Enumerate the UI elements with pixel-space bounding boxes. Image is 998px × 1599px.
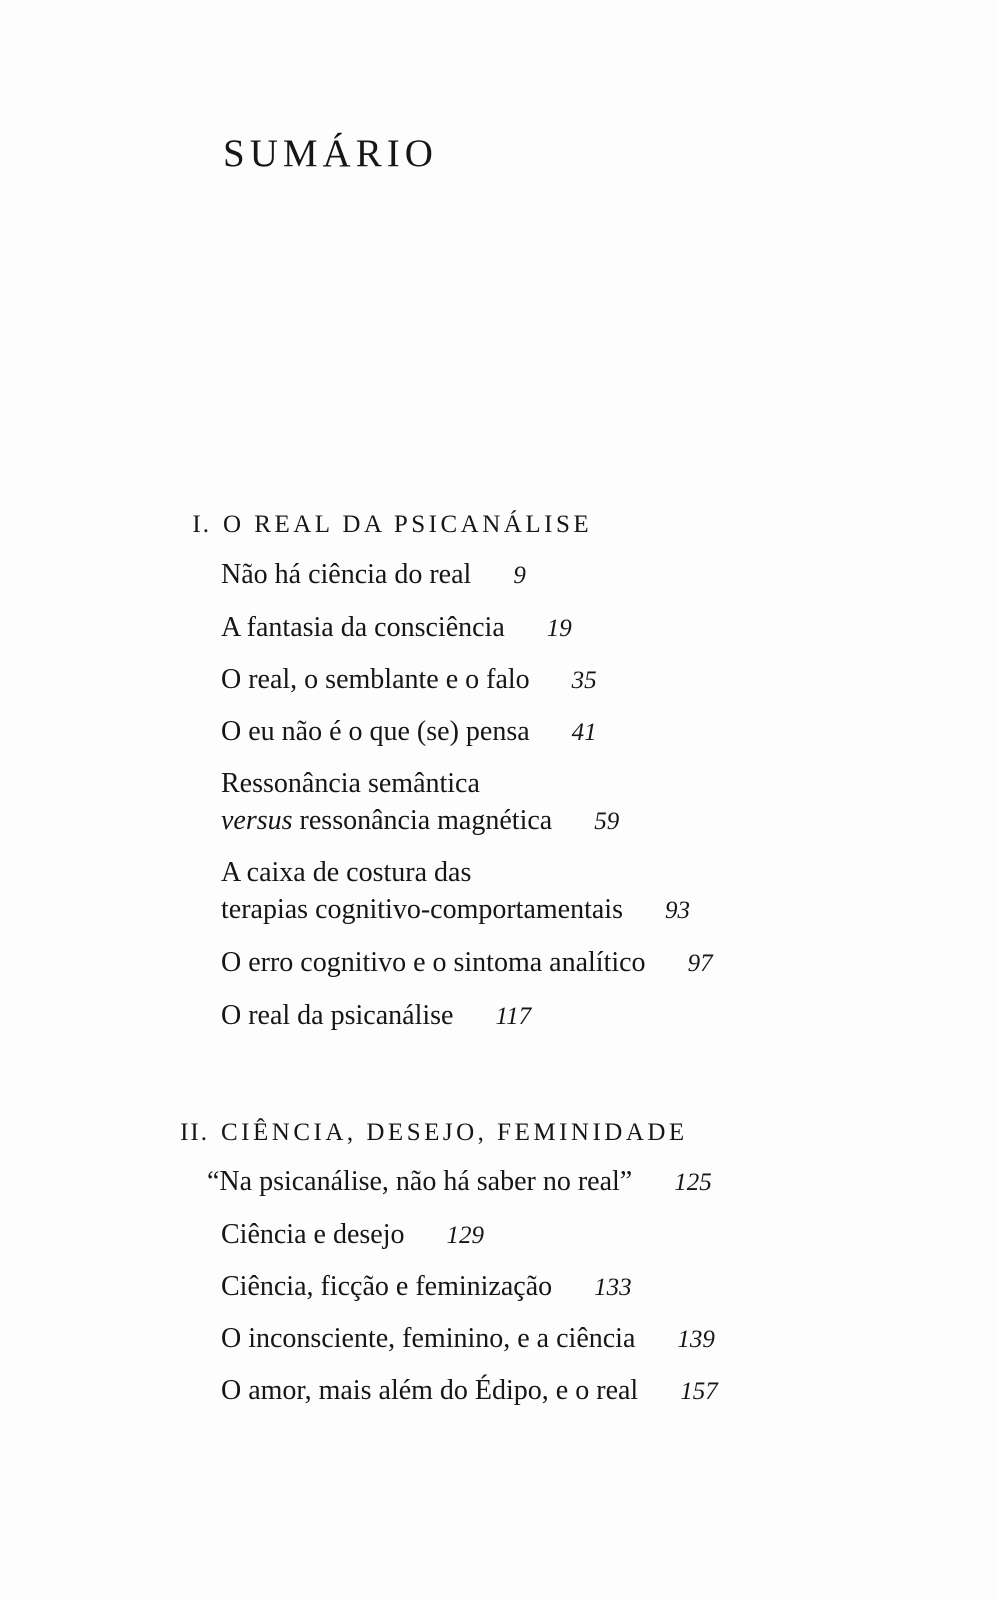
part-number: I. <box>192 511 211 538</box>
part-number: II. <box>180 1119 209 1146</box>
entry-title-line-1: Ressonância semântica <box>221 768 480 799</box>
toc-entry <box>221 765 619 840</box>
part-heading <box>180 1119 688 1146</box>
toc-entry <box>221 1268 632 1306</box>
entry-page-number: 59 <box>594 808 620 835</box>
part-heading <box>192 511 593 538</box>
entry-title: Ciência, ficção e feminização <box>221 1271 553 1302</box>
toc-entry <box>221 661 597 699</box>
entry-page-number: 35 <box>571 667 597 694</box>
entry-title: O real da psicanálise <box>221 1000 454 1031</box>
part-title: CIÊNCIA, DESEJO, FEMINIDADE <box>221 1119 688 1146</box>
entry-title: Não há ciência do real <box>221 559 472 590</box>
toc-entry <box>221 997 531 1035</box>
toc-entry <box>221 1320 715 1358</box>
entry-page-number: 157 <box>680 1378 718 1405</box>
entry-title: O inconsciente, feminino, e a ciência <box>221 1323 636 1354</box>
entry-title: O amor, mais além do Édipo, e o real <box>221 1375 639 1406</box>
entry-title-line-2: ressonância magnética <box>292 805 553 836</box>
toc-entry <box>221 609 572 647</box>
toc-entry <box>221 556 526 594</box>
entry-page-number: 139 <box>677 1326 715 1353</box>
entry-page-number: 97 <box>687 950 713 977</box>
toc-entry <box>207 1163 712 1201</box>
entry-page-number: 41 <box>571 719 597 746</box>
entry-page-number: 133 <box>594 1274 632 1301</box>
toc-entry <box>221 1216 484 1254</box>
entry-page-number: 129 <box>446 1222 484 1249</box>
part-title: O REAL DA PSICANÁLISE <box>223 511 593 538</box>
entry-title: O erro cognitivo e o sintoma analítico <box>221 947 646 978</box>
entry-title: Ciência e desejo <box>221 1219 405 1250</box>
entry-page-number: 125 <box>674 1169 712 1196</box>
entry-title: O real, o semblante e o falo <box>221 664 530 695</box>
entry-title-italic: versus <box>221 805 293 836</box>
entry-title: O eu não é o que (se) pensa <box>221 716 530 747</box>
entry-page-number: 93 <box>664 897 690 924</box>
entry-page-number: 9 <box>513 562 526 589</box>
entry-title: A fantasia da consciência <box>221 612 505 643</box>
toc-entry <box>221 854 690 929</box>
toc-entry <box>221 1372 718 1410</box>
entry-page-number: 19 <box>546 615 572 642</box>
entry-title-line-1: A caixa de costura das <box>221 857 472 888</box>
toc-entry <box>221 944 713 982</box>
page-title: SUMÁRIO <box>223 132 438 175</box>
entry-title: “Na psicanálise, não há saber no real” <box>207 1166 633 1197</box>
toc-entry <box>221 713 597 751</box>
entry-title-line-2: terapias cognitivo-comportamentais <box>221 894 623 925</box>
entry-page-number: 117 <box>495 1003 532 1030</box>
